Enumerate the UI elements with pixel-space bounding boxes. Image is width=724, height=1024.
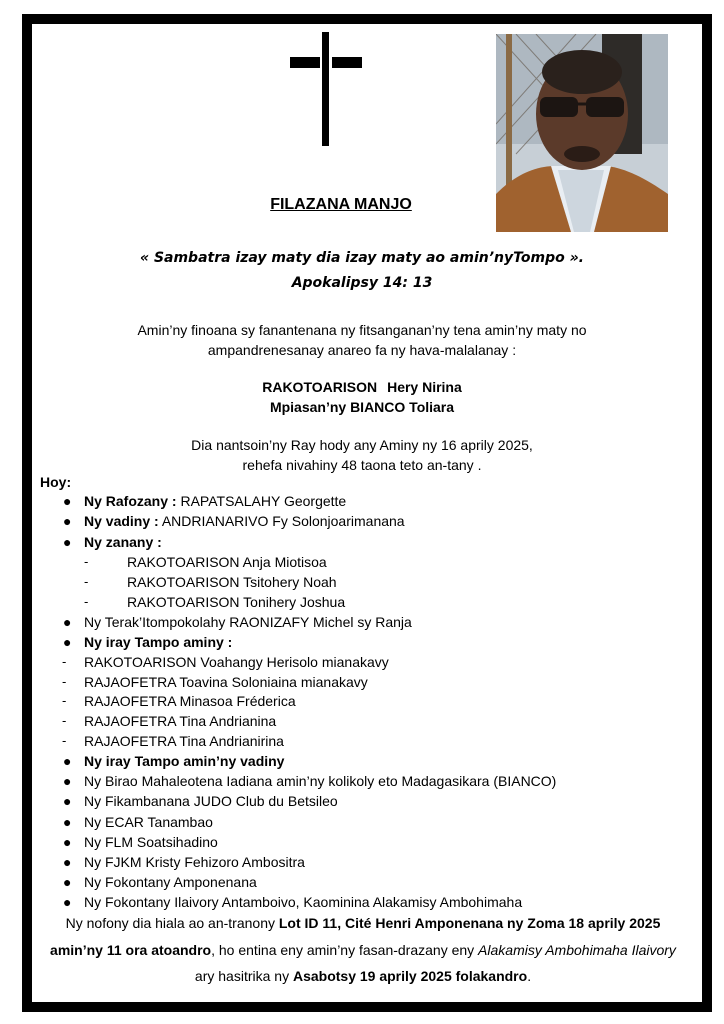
death-line: Dia nantsoin’ny Ray hody any Aminy ny 16 aprily 2025, bbox=[191, 437, 533, 453]
hoy-label: Hoy: bbox=[40, 474, 72, 490]
death-line: rehefa nivahiny 48 taona teto an-tany . bbox=[242, 457, 482, 473]
funeral-details: Ny nofony dia hiala ao an-tranony Lot ID 11, Cité Henri Amponenana ny Zoma 18 aprily 2025 amin’ny 11 ora atoandro, ho entina eny amin’ny fasan-drazany eny Alakamisy Ambohimaha Ilaivory ary hasitrika ny Asabotsy 19 aprily 2025 folakandro. bbox=[50, 915, 676, 984]
intro-line: Amin’ny finoana sy fanantenana ny fitsanganan’ny tena amin’ny maty no bbox=[137, 322, 587, 338]
death-announcement bbox=[0, 435, 724, 475]
verse-reference: Apokalipsy 14: 13 bbox=[291, 275, 433, 291]
deceased-name bbox=[0, 377, 724, 417]
deceased-surname: RAKOTOARISON bbox=[262, 379, 378, 395]
deceased-given-name: Hery Nirina bbox=[387, 379, 462, 395]
intro-line: ampandrenesanay anareo fa ny hava-malalanay : bbox=[207, 342, 517, 358]
deceased-role: Mpiasan’ny BIANCO Toliara bbox=[269, 399, 455, 415]
page-title: FILAZANA MANJO bbox=[270, 196, 412, 213]
intro-text bbox=[0, 320, 724, 360]
bible-verse: « Sambatra izay maty dia izay maty ao amin’nyTompo ». bbox=[139, 250, 585, 266]
